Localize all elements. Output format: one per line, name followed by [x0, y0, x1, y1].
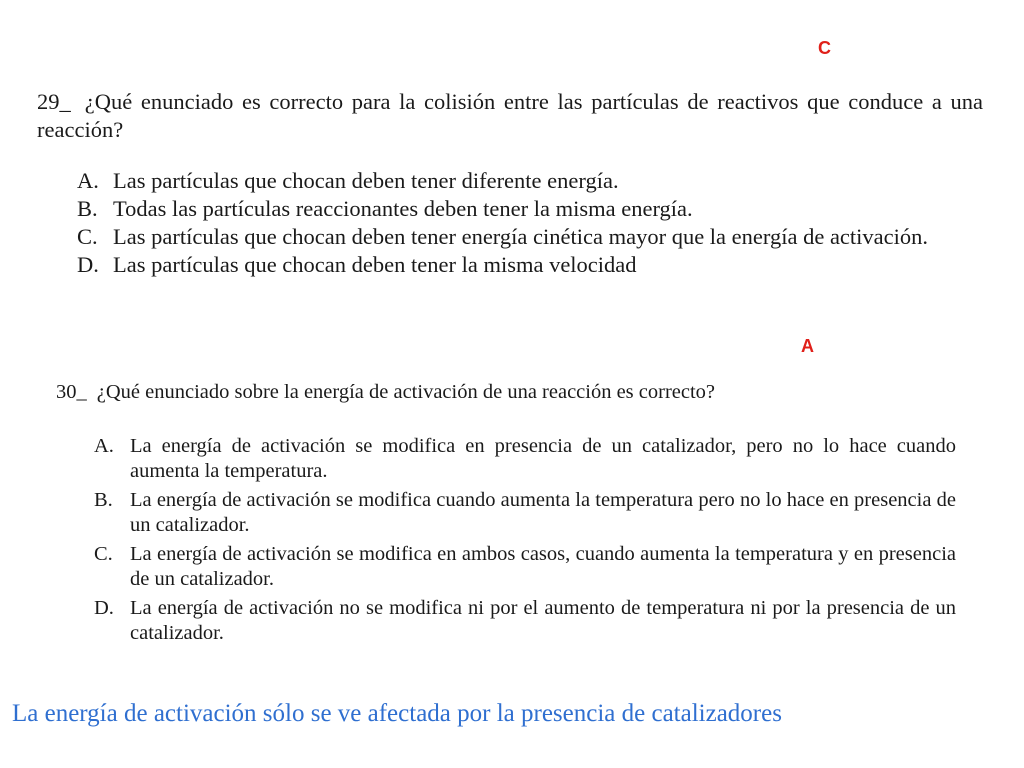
question-30-options	[94, 434, 956, 646]
question-29-number: 29_	[37, 89, 71, 114]
answer-key-q30: A	[801, 336, 814, 356]
question-30-text: ¿Qué enunciado sobre la energía de activación de una reacción es correcto?	[96, 381, 716, 403]
question-30-number: 30_	[56, 381, 87, 403]
question-29-options	[77, 167, 983, 279]
q29-option-d	[77, 251, 983, 279]
q30-option-c	[94, 542, 956, 592]
question-30-stem	[56, 380, 956, 405]
q30-option-b-text: La energía de activación se modifica cuando aumenta la temperatura pero no lo hace en presencia de un catalizador.	[130, 489, 956, 536]
q29-option-b-letter: B.	[77, 196, 98, 221]
q29-option-d-letter: D.	[77, 252, 99, 277]
q30-option-b-letter: B.	[94, 489, 113, 511]
question-29-stem	[37, 88, 983, 144]
q30-option-d	[94, 596, 956, 646]
q29-option-a	[77, 167, 983, 195]
q29-option-a-letter: A.	[77, 168, 99, 193]
q30-option-d-letter: D.	[94, 597, 114, 619]
q29-option-b	[77, 195, 983, 223]
conclusion-note: La energía de activación sólo se ve afectada por la presencia de catalizadores	[12, 700, 782, 727]
q30-option-a	[94, 434, 956, 484]
q29-option-d-text: Las partículas que chocan deben tener la misma velocidad	[113, 252, 637, 277]
q29-option-c	[77, 223, 983, 251]
q30-option-a-letter: A.	[94, 435, 114, 457]
q29-option-c-text: Las partículas que chocan deben tener energía cinética mayor que la energía de activación.	[113, 224, 929, 249]
q29-option-b-text: Todas las partículas reaccionantes deben tener la misma energía.	[113, 196, 693, 221]
q30-option-c-text: La energía de activación se modifica en ambos casos, cuando aumenta la temperatura y en presencia de un catalizador.	[130, 543, 956, 590]
q30-option-a-text: La energía de activación se modifica en presencia de un catalizador, pero no lo hace cuando aumenta la temperatura.	[130, 435, 956, 482]
q30-option-d-text: La energía de activación no se modifica ni por el aumento de temperatura ni por la presencia de un catalizador.	[130, 597, 956, 644]
q30-option-c-letter: C.	[94, 543, 113, 565]
answer-key-q29: C	[818, 38, 831, 58]
question-30	[56, 380, 956, 650]
q29-option-c-letter: C.	[77, 224, 98, 249]
question-29	[37, 88, 983, 279]
q29-option-a-text: Las partículas que chocan deben tener diferente energía.	[113, 168, 619, 193]
q30-option-b	[94, 488, 956, 538]
question-29-text: ¿Qué enunciado es correcto para la colisión entre las partículas de reactivos que conduce a una reacción?	[37, 89, 983, 142]
